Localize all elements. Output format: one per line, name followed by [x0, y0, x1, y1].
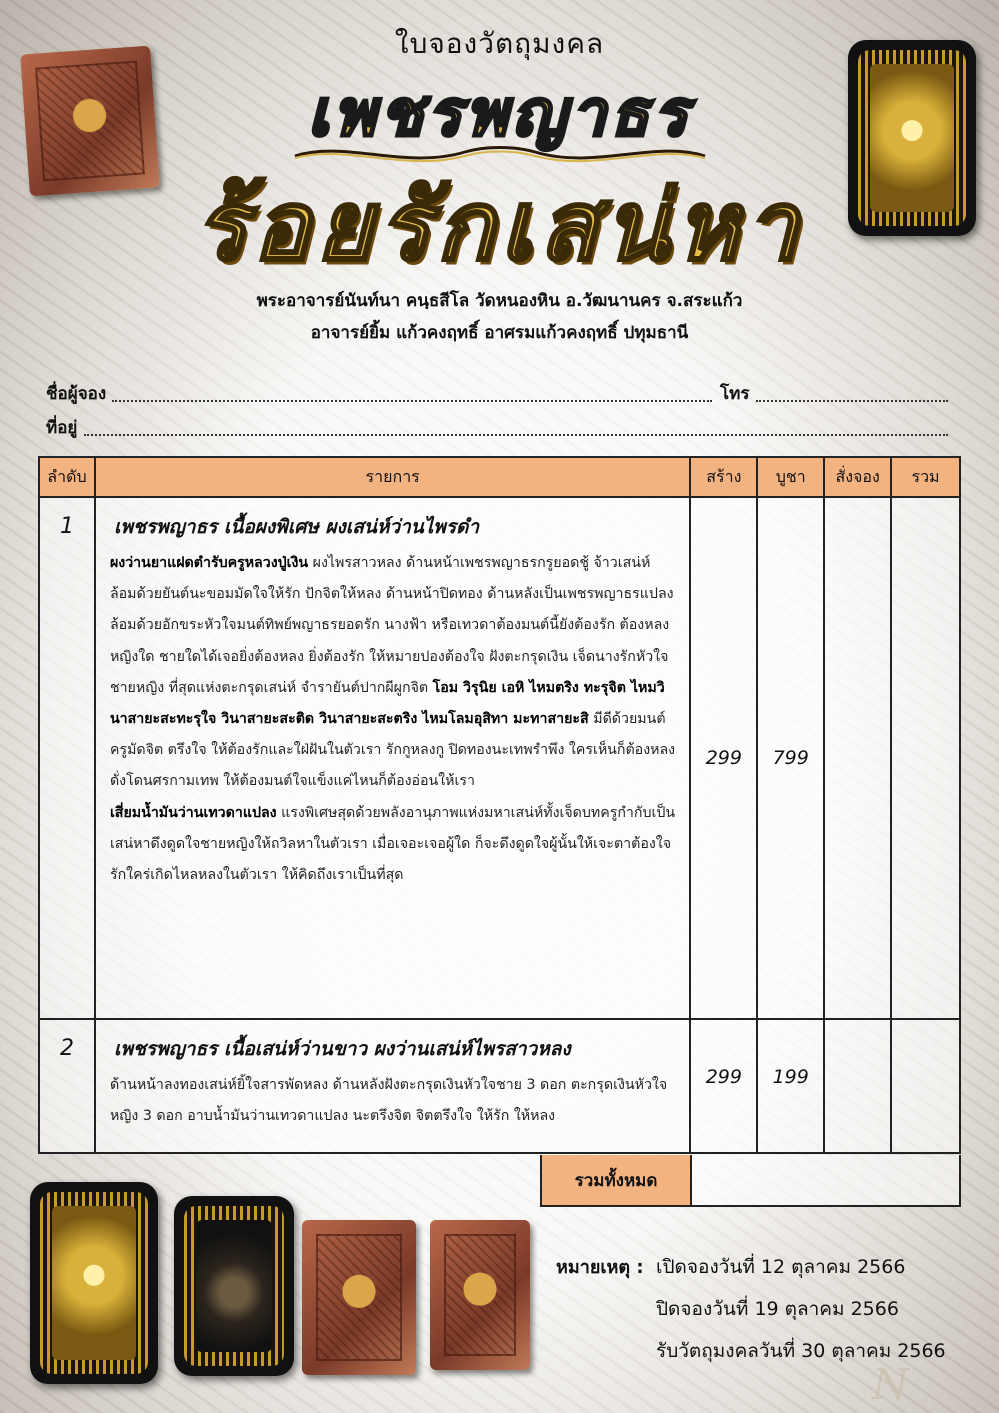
desc-text-3: แรงพิเศษสุดด้วยพลังอานุภาพแห่งมหาเสน่ห์ทั้งเจ็ดบทครูกำกับเป็นเสน่หาดึงดูดใจชายหญิงให้ถวิลหาในตัวเรา เมื่อเจอะเจอผู้ใด ก็จะดึงดูดใจผู้นั้นให้เจะตาต้องใจรักใคร่เกิดไหลหลงในตัวเรา ให้คิดถึงเราเป็นที่สุด — [109, 804, 676, 884]
desc-bold-lead: ผงว่านยาแฝดตำรับครูหลวงปู่เงิน — [109, 555, 309, 571]
header-total: รวม — [891, 457, 960, 497]
title-line-2: ร้อยรักเสน่หา — [194, 169, 805, 282]
order-qty-cell[interactable] — [824, 497, 891, 1019]
grand-total-row — [540, 1155, 961, 1207]
note-open-date: เปิดจองวันที่ 12 ตุลาคม 2566 — [656, 1256, 906, 1278]
amulet-image-copper-bottom-1 — [302, 1220, 416, 1375]
table-row — [39, 497, 960, 1019]
desc-text-2: มีดีด้วยมนต์ครูมัดจิต ตรึงใจ ให้ต้องรักและใฝ่ฝันในตัวเรา รักกูหลงกู ปิดทองนะเทพรำพึง ใครเห็นก็ต้องหลงดั่งโดนศรกามเทพ ให้ต้องมนต์ใจแข็งแค่ไหนก็ต้องอ่อนให้เรา — [109, 711, 676, 790]
row-description — [95, 1019, 690, 1153]
grand-total-label: รวมทั้งหมด — [540, 1155, 692, 1207]
watermark-logo: N — [872, 1360, 909, 1409]
note-label: หมายเหตุ : — [556, 1257, 644, 1278]
grand-total-field[interactable] — [692, 1155, 961, 1207]
name-label: ชื่อผู้จอง — [46, 384, 107, 404]
header-price: บูชา — [757, 457, 824, 497]
desc-text-1: ผงไพรสาวหลง ด้านหน้าเพชรพญาธรกรูยอดชู้ จ้าวเสน่ห์ ล้อมด้วยยันต์นะขอมมัดใจให้รัก ปักจิตให้หลง ด้านหน้าปิดทอง ด้านหลังเป็นเพชรพญาธรแปลงล้อมด้วยอักขระหัวใจมนต์ทิพย์พญาธรยอดรัก นางฟ้า หรือเทวดาต้องมนต์นี้ยังต้องรัก ต้องหลง หญิงใด ชายใดได้เจอยิ่งต้องหลง ยิ่งต้องรัก ให้หมายปองต้องใจ ฝังตะกรุดเงิน เจ็ดนางรักหัวใจชายหญิง ที่สุดแห่งตะกรุดเสน่ห์ จำรายันต์ปากผีผูกจิต — [109, 555, 674, 696]
item-title: เพชรพญาธร เนื้อเสน่ห์ว่านขาว ผงว่านเสน่ห์ไพรสาวหลง — [113, 1038, 571, 1060]
row-description — [95, 497, 690, 1019]
address-field[interactable] — [84, 434, 948, 436]
header-make: สร้าง — [690, 457, 757, 497]
phone-field[interactable] — [756, 400, 948, 402]
make-price: 299 — [690, 497, 757, 1019]
address-label: ที่อยู่ — [46, 418, 78, 438]
item-description — [110, 548, 677, 891]
amulet-image-copper-bottom-2 — [430, 1220, 530, 1370]
order-table — [38, 456, 961, 1154]
row-total-cell[interactable] — [891, 1019, 960, 1153]
row-total-cell[interactable] — [891, 497, 960, 1019]
subtitle-line-2: อาจารย์ยิ้ม แก้วคงฤทธิ์ อาศรมแก้วคงฤทธิ์ ปทุมธานี — [310, 323, 689, 343]
header-item: รายการ — [95, 457, 690, 497]
title-line-1: เพชรพญาธร — [307, 76, 692, 151]
table-row — [39, 1019, 960, 1153]
subtitle-line-1: พระอาจารย์นันท์นา คนฺธสีโล วัดหนองหิน อ.วัฒนานคร จ.สระแก้ว — [256, 291, 743, 311]
desc-bold-end: เสี่ยมน้ำมันว่านเทวดาแปลง — [109, 804, 277, 821]
page-heading: ใบจองวัตถุมงคล — [394, 27, 605, 60]
row-number: 2 — [39, 1019, 95, 1153]
worship-price: 799 — [757, 497, 824, 1019]
worship-price: 199 — [757, 1019, 824, 1153]
desc-bold-mantra: โอม วิรุนิย เอหิ ไหมตริง ทะรุจิต ไหมวินาสายะสะทะรุใจ วินาสายะสะติด วินาสายะสะตริง ไหมโลมอุสิทา มะทาสายะสิ — [109, 679, 665, 728]
item-description: ด้านหน้าลงทองเสน่ห์ยิ้ใจสารพัดหลง ด้านหลังฝังตะกรุดเงินหัวใจชาย 3 ดอก ตะกรุดเงินหัวใจหญิง 3 ดอก อาบน้ำมันว่านเทวดาแปลง นะตรึงจิต จิตตรึงใจ ให้รัก ให้หลง — [109, 1077, 668, 1125]
amulet-image-dark-bottom — [174, 1196, 294, 1376]
amulet-image-gold-bottom — [30, 1182, 158, 1384]
phone-label: โทร — [720, 384, 750, 404]
order-qty-cell[interactable] — [824, 1019, 891, 1153]
name-field[interactable] — [112, 400, 712, 402]
header-seq: ลำดับ — [39, 457, 95, 497]
note-close-date: ปิดจองวันที่ 19 ตุลาคม 2566 — [656, 1298, 899, 1320]
item-title: เพชรพญาธร เนื้อผงพิเศษ ผงเสน่ห์ว่านไพรดำ — [113, 516, 480, 538]
row-number: 1 — [39, 497, 95, 1019]
note-pickup-date: รับวัตถุมงคลวันที่ 30 ตุลาคม 2566 — [656, 1340, 946, 1362]
make-price: 299 — [690, 1019, 757, 1153]
header-order: สั่งจอง — [824, 457, 891, 497]
table-header-row — [39, 457, 960, 497]
